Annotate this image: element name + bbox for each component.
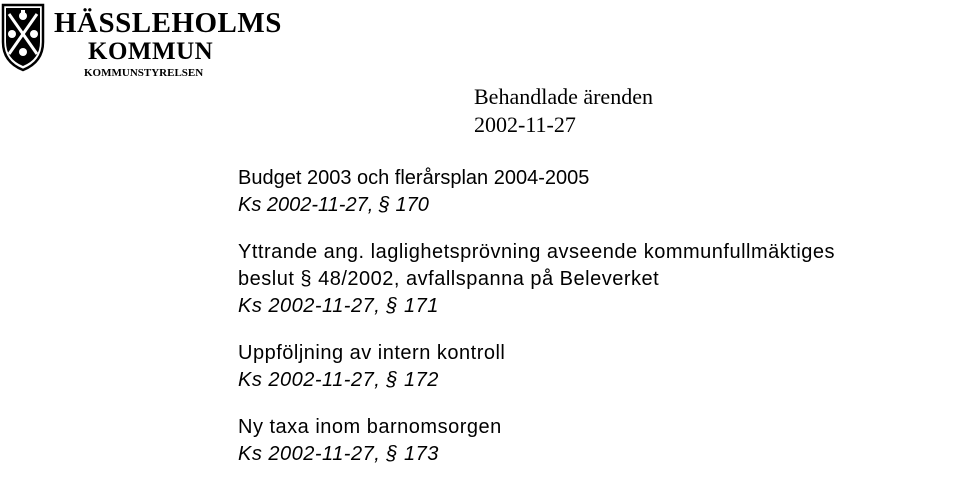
agenda-item-reference: Ks 2002-11-27, § 172: [238, 369, 439, 391]
agenda-item: [238, 165, 958, 219]
agenda-item-title: Uppföljning av intern kontroll: [238, 342, 506, 364]
document-date: 2002-11-27: [474, 112, 576, 137]
agenda-item-title: Budget 2003 och flerårsplan 2004-2005: [238, 167, 590, 189]
agenda-item-reference: Ks 2002-11-27, § 170: [238, 194, 429, 216]
agenda-item: [238, 414, 958, 468]
agenda-item-reference: Ks 2002-11-27, § 173: [238, 443, 439, 465]
department-name: KOMMUNSTYRELSEN: [84, 67, 204, 79]
agenda-item: [238, 340, 958, 394]
coat-of-arms-icon: [0, 2, 46, 72]
municipality-logo: [0, 0, 282, 80]
org-name-line-1: HÄSSLEHOLMS: [54, 7, 282, 39]
agenda-item-title-continued: beslut § 48/2002, avfallspanna på Beleverket: [238, 268, 660, 290]
agenda-list: [238, 165, 958, 488]
agenda-item-reference: Ks 2002-11-27, § 171: [238, 295, 439, 317]
document-title: Behandlade ärenden: [474, 84, 653, 109]
agenda-item: [238, 239, 958, 320]
agenda-item-title: Yttrande ang. laglighetsprövning avseende kommunfullmäktiges: [238, 241, 836, 263]
org-name-line-2: KOMMUN: [88, 38, 214, 65]
agenda-item-title: Ny taxa inom barnomsorgen: [238, 416, 502, 438]
